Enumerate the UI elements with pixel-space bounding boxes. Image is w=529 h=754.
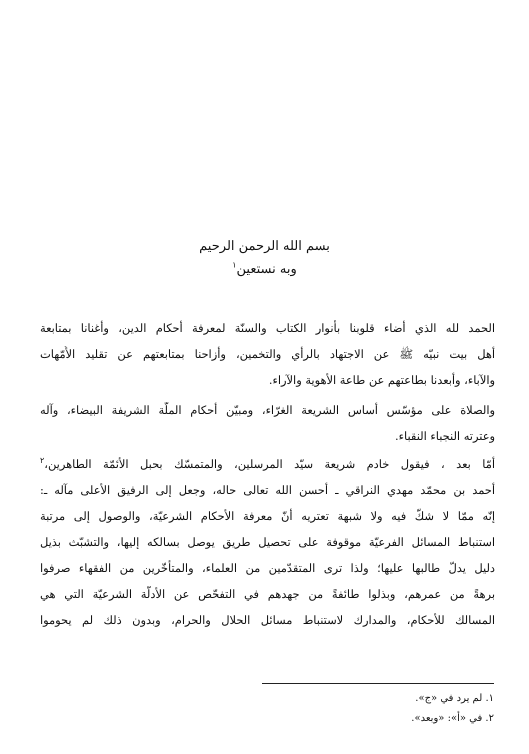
body-line-2: أهل بيت نبيّه ﷺ عن الاجتهاد بالرأي والتخمين، وأزاحنا بمتابعتهم عن تقليد الأُمّهات: [40, 347, 495, 361]
body-line-5: وعترته النجباء النقباء.: [395, 429, 495, 443]
body-line-9: استنباط المسائل الفرعيّة موقوفة على تحصيل طريق يوصل بسالكه إليها، والتشبّث بذيل: [40, 535, 495, 549]
body-line-11: برهةً من عمرهم، وبذلوا طائفةً من جهدهم في التفحّص عن الأدلّة الشرعيّة التي هي: [40, 587, 495, 601]
invocation-heading: [0, 262, 529, 278]
body-line-1: الحمد لله الذي أضاء قلوبنا بأنوار الكتاب والسنّة لمعرفة أحكام الدين، وأغنانا بمتابعة: [40, 321, 495, 335]
body-line-3: والآباء، وأبعدنا بطاعتهم عن طاعة الأهوية والآراء.: [268, 373, 495, 387]
body-line-12: المسالك للأحكام، والمدارك لاستنباط مسائل الحلال والحرام، وبدون ذلك لم يحوموا: [40, 613, 495, 627]
footnote-ref-2: ٢: [40, 456, 45, 466]
body-line-6-text: أمّا بعد ، فيقول خادم شريعة سيّد المرسلين، والمتمسّك بحبل الأئمّة الطاهرين،: [44, 457, 495, 471]
body-line-4: والصلاة على مؤسّس أساس الشريعة الغرّاء، ومبيّن أحكام الملّة الشريفة البيضاء، وآله: [40, 403, 495, 417]
body-line-7: أحمد بن محمّد مهدي النراقي ـ أحسن الله تعالى حاله، وجعل إلى الرفيق الأعلى مآله ـ:: [40, 483, 495, 497]
body-line-8: إنّه ممّا لا شكّ فيه ولا شبهة تعتريه أنّ معرفة الأحكام الشرعيّة، والوصول إلى مرتبة: [40, 509, 495, 523]
invocation-text: وبه نستعين: [236, 262, 297, 277]
footnote-separator: [262, 683, 494, 684]
basmala-heading: بسم الله الرحمن الرحيم: [199, 239, 330, 254]
footnote-ref-1: ١: [232, 260, 237, 270]
body-line-10: دليل يدلّ طالبها عليها؛ ولذا ترى المتقدّمين من العلماء، والمتأخّرين من الفقهاء صرفوا: [40, 561, 495, 575]
footnote-2: ٢. في «أ»: «وبعد».: [411, 713, 494, 724]
footnote-1: ١. لم يرد في «ج».: [415, 693, 494, 704]
body-line-6: [40, 456, 495, 472]
